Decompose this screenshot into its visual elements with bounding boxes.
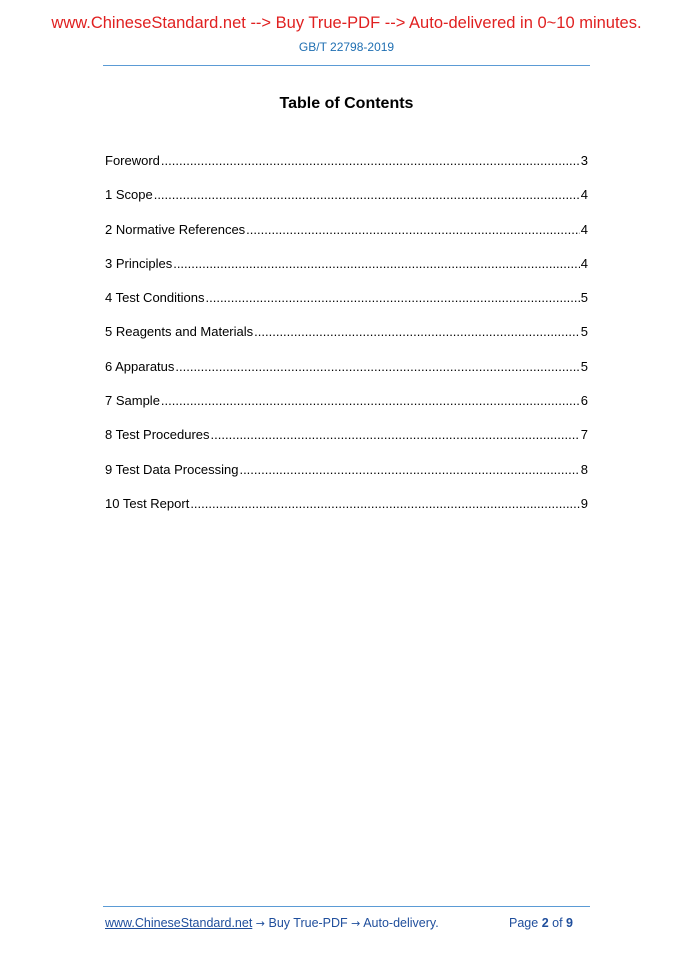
toc-entry-label: 10 Test Report (105, 495, 190, 511)
toc-entry-reagents-and-materials[interactable] (105, 323, 588, 357)
toc-entry-label: 6 Apparatus (105, 358, 175, 374)
toc-entry-principles[interactable] (105, 255, 588, 289)
toc-dot-leader (211, 426, 580, 444)
toc-entry-apparatus[interactable] (105, 358, 588, 392)
toc-entry-label: 5 Reagents and Materials (105, 324, 254, 340)
toc-dot-leader (206, 289, 580, 307)
toc-dot-leader (254, 323, 580, 341)
toc-entry-test-report[interactable] (105, 495, 588, 529)
toc-entry-page: 7 (580, 427, 588, 443)
toc-title: Table of Contents (279, 95, 414, 112)
toc-dot-leader (161, 392, 580, 410)
toc-entry-page: 6 (580, 393, 588, 409)
footer-divider (103, 906, 590, 907)
toc-entry-test-procedures[interactable] (105, 426, 588, 460)
toc-entry-page: 9 (580, 495, 588, 511)
toc-entry-page: 8 (580, 461, 588, 477)
toc-entry-label: 4 Test Conditions (105, 290, 205, 306)
toc-entry-label: 8 Test Procedures (105, 427, 210, 443)
promo-banner[interactable]: www.ChineseStandard.net --> Buy True-PDF --> Auto-delivered in 0~10 minutes. (51, 14, 642, 32)
footer-promo (105, 916, 439, 930)
toc-dot-leader (246, 221, 580, 239)
header-divider (103, 65, 590, 66)
current-page-number: 2 (541, 916, 549, 930)
toc-entry-label: 1 Scope (105, 187, 153, 203)
toc-entry-label: Foreword (105, 153, 160, 168)
standard-code: GB/T 22798-2019 (298, 40, 395, 54)
toc-entry-sample[interactable] (105, 392, 588, 426)
toc-entry-test-data-processing[interactable] (105, 461, 588, 495)
page-label: Page (509, 916, 539, 930)
toc-dot-leader (161, 152, 580, 170)
toc-entry-test-conditions[interactable] (105, 289, 588, 323)
total-pages-number: 9 (566, 916, 573, 930)
site-link[interactable]: www.ChineseStandard.net (105, 916, 253, 930)
toc-dot-leader (175, 358, 579, 376)
of-label: of (552, 916, 563, 930)
toc-entry-page: 3 (580, 153, 588, 168)
toc-list (105, 152, 588, 529)
delivery-text: Auto-delivery. (363, 916, 439, 930)
toc-dot-leader (239, 461, 579, 479)
arrow-right-icon: → (351, 917, 361, 930)
toc-entry-label: 2 Normative References (105, 221, 246, 237)
toc-entry-page: 4 (580, 221, 588, 237)
buy-text: Buy True-PDF (268, 916, 348, 930)
toc-entry-normative-references[interactable] (105, 221, 588, 255)
toc-entry-page: 5 (580, 290, 588, 306)
toc-entry-foreword[interactable] (105, 152, 588, 186)
toc-entry-label: 3 Principles (105, 255, 173, 271)
toc-dot-leader (154, 186, 580, 204)
toc-entry-scope[interactable] (105, 186, 588, 220)
toc-entry-label: 9 Test Data Processing (105, 461, 239, 477)
toc-entry-label: 7 Sample (105, 393, 160, 409)
arrow-right-icon: → (255, 917, 266, 930)
toc-entry-page: 5 (580, 324, 588, 340)
toc-dot-leader (190, 495, 579, 513)
page-indicator (509, 916, 573, 930)
toc-entry-page: 5 (580, 358, 588, 374)
toc-entry-page: 4 (580, 255, 588, 271)
toc-dot-leader (173, 255, 580, 273)
toc-entry-page: 4 (580, 187, 588, 203)
